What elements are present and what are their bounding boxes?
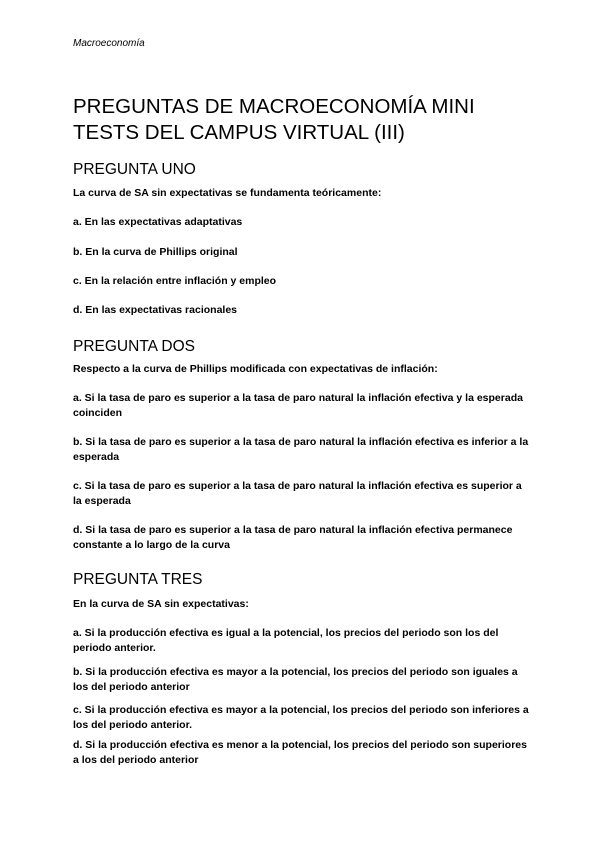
section-heading-3: PREGUNTA TRES xyxy=(73,571,203,588)
question-3: En la curva de SA sin expectativas: xyxy=(73,598,249,610)
option-1c: c. En la relación entre inflación y empleo xyxy=(73,275,277,287)
option-1b: b. En la curva de Phillips original xyxy=(73,246,238,258)
document-title: PREGUNTAS DE MACROECONOMÍA MINI TESTS DEL CAMPUS VIRTUAL (III) xyxy=(73,95,475,144)
option-2d: d. Si la tasa de paro es superior a la tasa de paro natural la inflación efectiva permanece constante a lo largo de la curva xyxy=(73,524,513,551)
option-3b: b. Si la producción efectiva es mayor a la potencial, los precios del periodo son iguales a los del periodo anterior xyxy=(73,666,518,693)
section-heading-2: PREGUNTA DOS xyxy=(73,338,196,355)
question-2: Respecto a la curva de Phillips modificada con expectativas de inflación: xyxy=(73,363,438,375)
option-2c: c. Si la tasa de paro es superior a la tasa de paro natural la inflación efectiva es superior a la esperada xyxy=(73,480,522,507)
option-1a: a. En las expectativas adaptativas xyxy=(73,216,243,228)
option-1d: d. En las expectativas racionales xyxy=(73,304,238,316)
option-2a: a. Si la tasa de paro es superior a la tasa de paro natural la inflación efectiva y la esperada coinciden xyxy=(73,392,523,419)
option-2b: b. Si la tasa de paro es superior a la tasa de paro natural la inflación efectiva es inferior a la esperada xyxy=(73,436,529,463)
option-3c: c. Si la producción efectiva es mayor a la potencial, los precios del periodo son inferiores a los del periodo anterior. xyxy=(73,704,529,731)
option-3a: a. Si la producción efectiva es igual a la potencial, los precios del periodo son los del periodo anterior. xyxy=(73,627,499,654)
question-1: La curva de SA sin expectativas se fundamenta teóricamente: xyxy=(73,187,382,199)
section-heading-1: PREGUNTA UNO xyxy=(73,161,196,178)
running-header: Macroeconomía xyxy=(73,38,145,49)
option-3d: d. Si la producción efectiva es menor a la potencial, los precios del periodo son superiores a los del periodo anterior xyxy=(73,739,527,766)
